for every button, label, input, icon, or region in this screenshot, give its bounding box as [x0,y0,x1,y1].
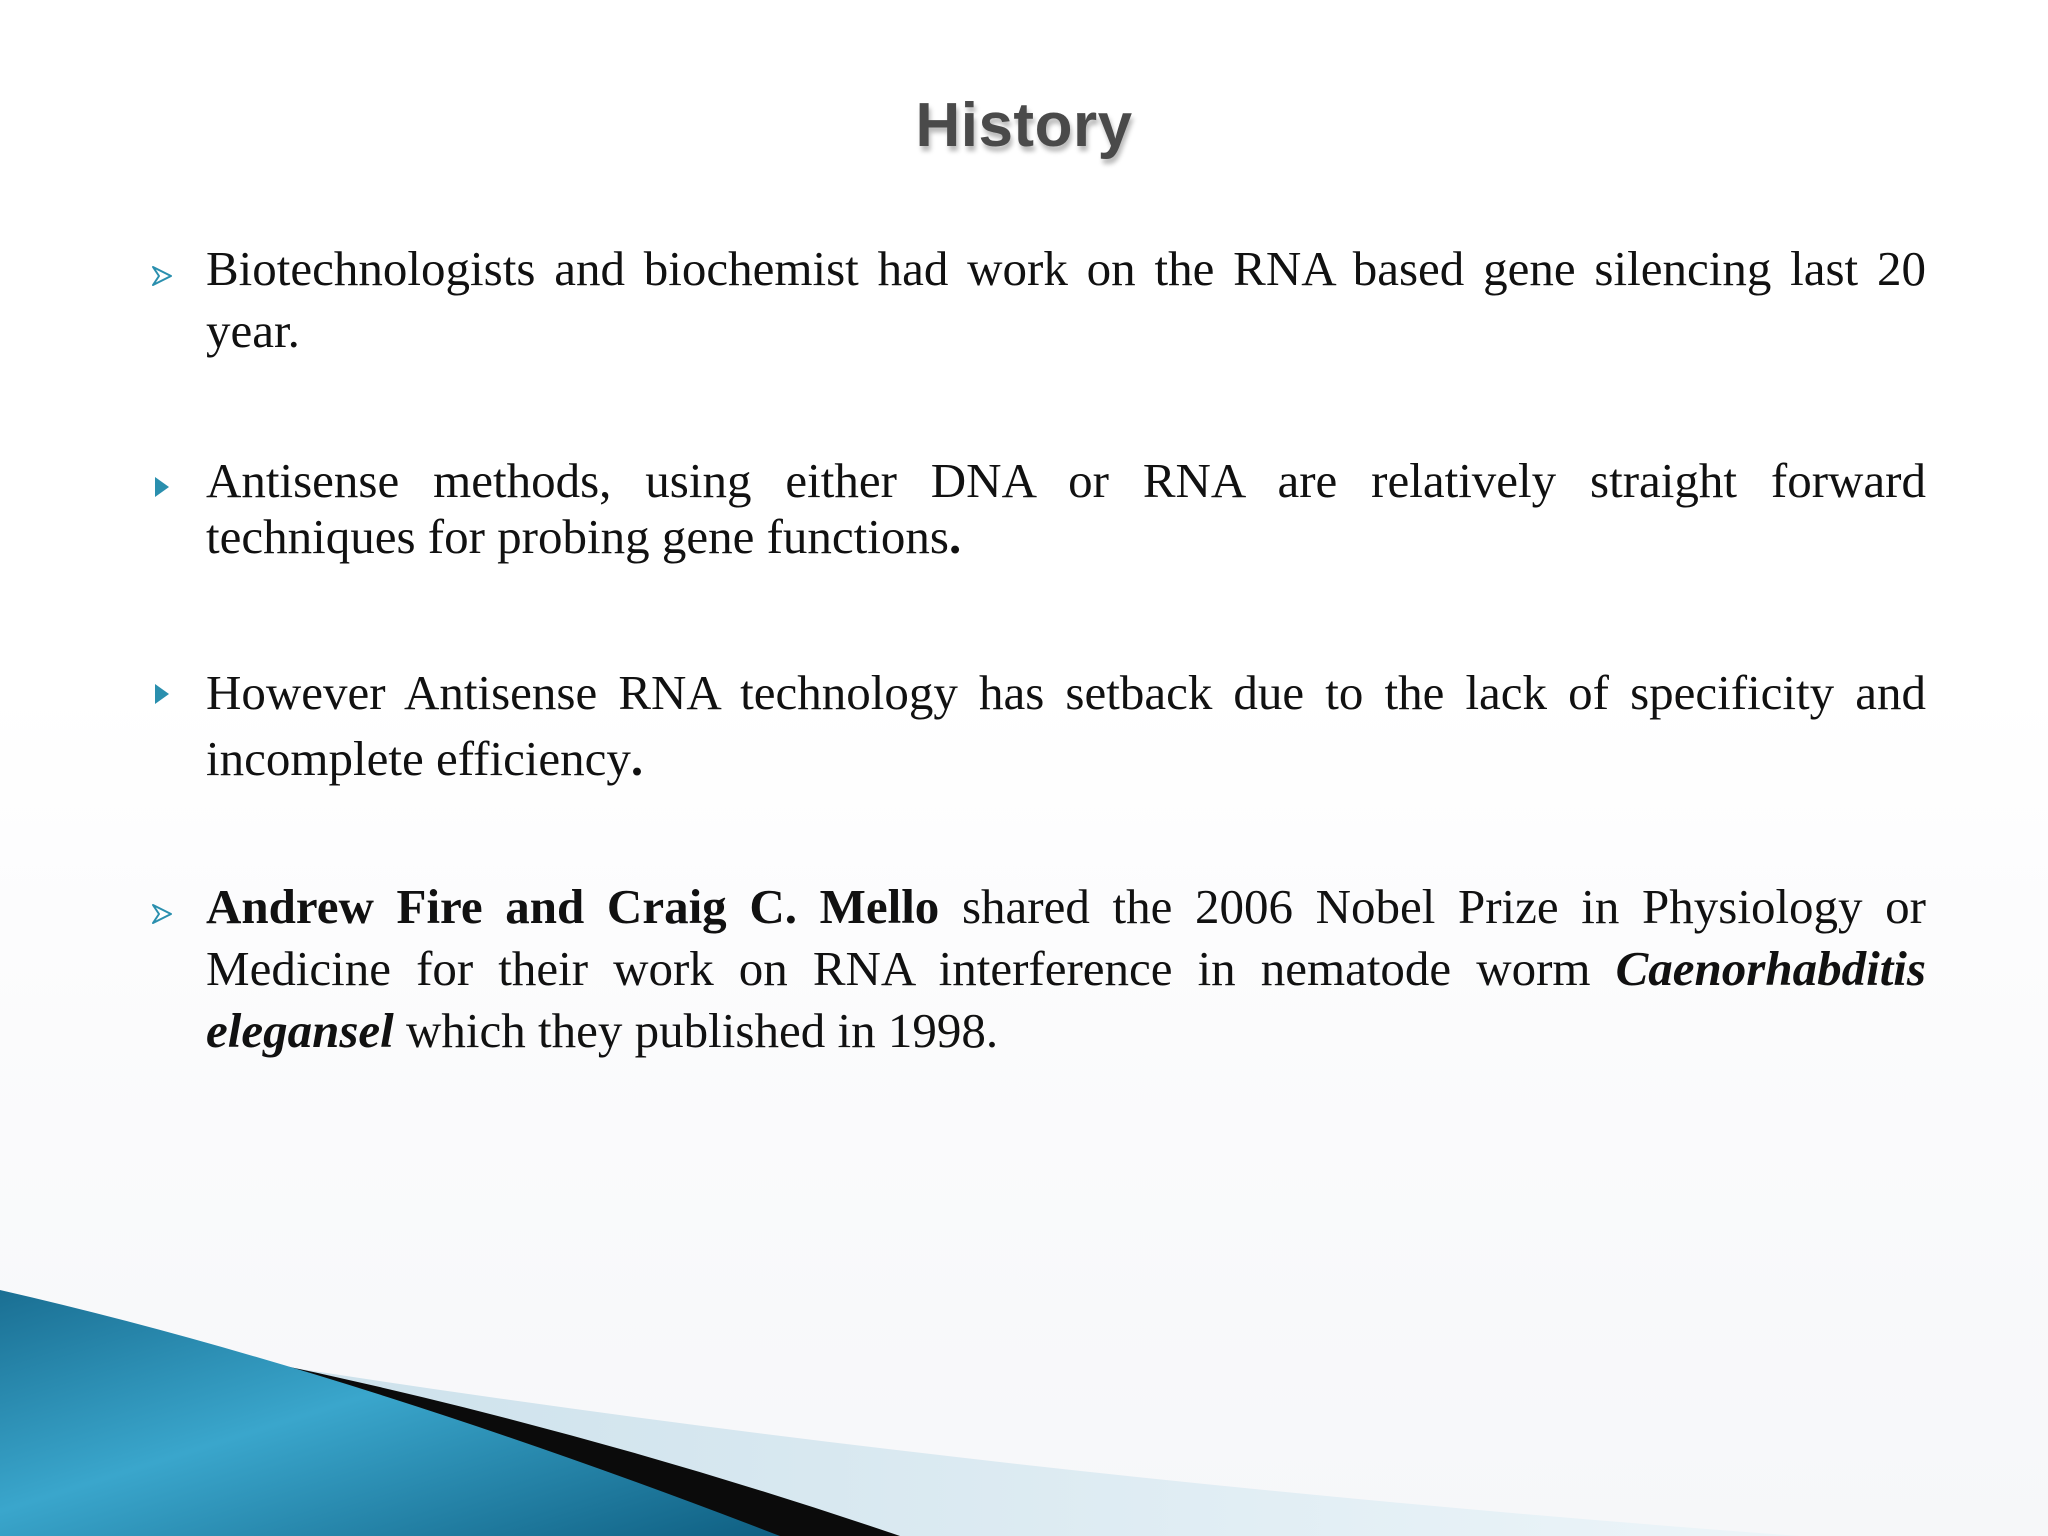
bullet-text-4-names: Andrew Fire and Craig C. Mello [206,879,940,934]
solid-triangle-icon [150,475,174,499]
bullet-text-2-body: Antisense methods, using either DNA or RNA are relatively straight forward techniques for probing gene functions [206,453,1926,564]
bullet-text-2 [206,453,1926,565]
bullet-text-3 [206,660,1926,792]
bullet-text-1: Biotechnologists and biochemist had work on the RNA based gene silencing last 20 year. [206,241,1926,358]
bullet-text-4-body-a: shared the 2006 Nobel Prize in Physiology or Medicine for their work on RNA interference in nematode worm [206,879,1927,996]
arrowhead-outline-icon [150,902,174,926]
bullet-text-3-body: However Antisense RNA technology has setback due to the lack of specificity and incomplete efficiency [206,665,1926,786]
solid-triangle-icon [150,682,174,706]
bullet-text-3-end: . [630,731,644,786]
slide-title: History [915,91,1133,160]
bullet-text-4-species: Caenorhabditis elegansel [206,941,1926,1058]
bullet-text-4-body-b: which they published in 1998. [393,1003,999,1058]
bullet-text-2-end: . [948,509,962,564]
swoosh-blue-wedge [0,1290,780,1536]
decorative-swoosh [0,1280,2048,1536]
arrowhead-outline-icon [150,264,174,288]
bullet-text-4 [206,876,1926,1062]
